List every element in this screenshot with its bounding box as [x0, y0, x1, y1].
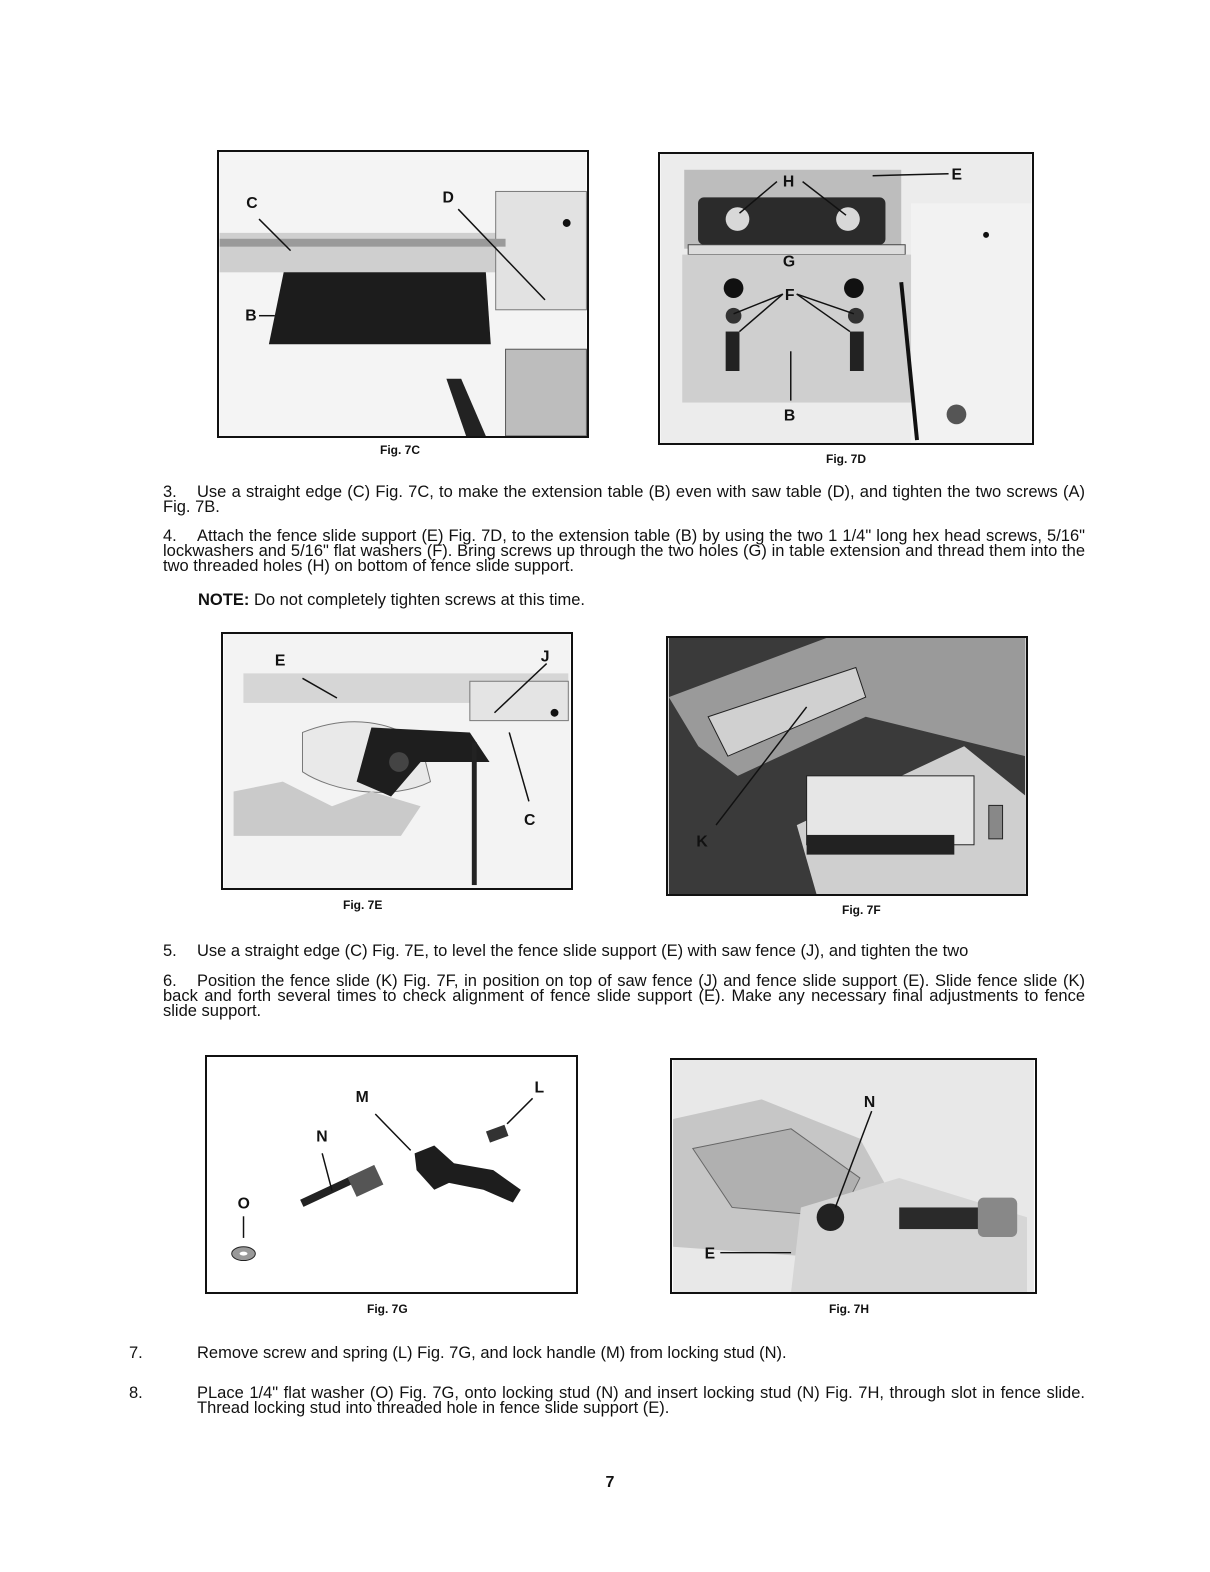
- figure-7f-illustration: [668, 638, 1026, 894]
- step-7: [129, 1344, 1085, 1362]
- note: [198, 591, 585, 610]
- figure-7e: [221, 632, 573, 890]
- label-l: L: [534, 1079, 545, 1097]
- note-label: NOTE:: [198, 591, 250, 609]
- figure-7d: [658, 152, 1034, 445]
- label-j: J: [540, 648, 550, 666]
- label-k: K: [696, 833, 708, 851]
- caption-fig-7c: Fig. 7C: [380, 443, 421, 457]
- step-3-number: 3.: [163, 483, 177, 501]
- step-8: [129, 1384, 1085, 1417]
- step-5-text: Use a straight edge (C) Fig. 7E, to level the fence slide support (E) with saw fence (J), and tighten the two: [197, 942, 969, 960]
- figure-7c-illustration: [219, 152, 587, 436]
- step-4-text: Attach the fence slide support (E) Fig. 7D, to the extension table (B) by using the two 1 1/4" long hex head screws, 5/16" lockwashers and 5/16" flat washers (F). Bring screws up through the two holes (G) in table extension and thread them into the two threaded holes (H) on bottom of fence slide support.: [163, 527, 1085, 575]
- step-3: [163, 485, 1085, 515]
- figure-7d-illustration: [660, 154, 1032, 443]
- note-text: Do not completely tighten screws at this time.: [253, 591, 585, 609]
- step-4-number: 4.: [163, 527, 177, 545]
- label-f: F: [784, 286, 795, 304]
- caption-fig-7e: Fig. 7E: [343, 898, 383, 912]
- figure-7g: [205, 1055, 578, 1294]
- label-g: G: [782, 253, 796, 271]
- label-e: E: [951, 166, 963, 184]
- label-m: M: [355, 1089, 369, 1107]
- figure-7f: [666, 636, 1028, 896]
- label-b: B: [783, 407, 796, 425]
- step-8-number: 8.: [129, 1384, 143, 1402]
- figure-7h: [670, 1058, 1037, 1294]
- page-number: 7: [605, 1474, 615, 1491]
- step-6-text: Position the fence slide (K) Fig. 7F, in position on top of saw fence (J) and fence slide support (E). Slide fence slide (K) back and forth several times to check alignment of fence slide support (E). Make any necessary final adjustments to fence slide support.: [163, 972, 1085, 1020]
- caption-fig-7h: Fig. 7H: [829, 1302, 870, 1316]
- label-e: E: [704, 1245, 716, 1263]
- label-b: B: [245, 307, 257, 325]
- figure-7c: [217, 150, 589, 438]
- label-e: E: [274, 652, 286, 670]
- figure-7g-illustration: [207, 1057, 576, 1292]
- label-o: O: [237, 1195, 250, 1213]
- label-d: D: [442, 189, 454, 207]
- step-5: [163, 944, 1085, 959]
- label-n: N: [863, 1094, 876, 1112]
- caption-fig-7d: Fig. 7D: [826, 452, 867, 466]
- label-n: N: [316, 1128, 328, 1146]
- step-4: [163, 529, 1085, 574]
- caption-fig-7g: Fig. 7G: [367, 1302, 408, 1316]
- label-c: C: [246, 195, 258, 213]
- label-c: C: [524, 811, 536, 829]
- step-8-text: PLace 1/4" flat washer (O) Fig. 7G, onto locking stud (N) and insert locking stud (N) Fig. 7H, through slot in fence slide. Thread locking stud into threaded hole in fence slide support (E).: [197, 1384, 1085, 1417]
- step-6-number: 6.: [163, 972, 177, 990]
- step-7-text: Remove screw and spring (L) Fig. 7G, and lock handle (M) from locking stud (N).: [197, 1344, 787, 1362]
- label-h: H: [782, 173, 795, 191]
- figure-7e-illustration: [223, 634, 571, 888]
- step-5-number: 5.: [163, 942, 177, 960]
- step-3-text: Use a straight edge (C) Fig. 7C, to make the extension table (B) even with saw table (D), and tighten the two screws (A) Fig. 7B.: [163, 483, 1085, 516]
- step-7-number: 7.: [129, 1344, 143, 1362]
- caption-fig-7f: Fig. 7F: [842, 903, 881, 917]
- figure-7h-illustration: [672, 1060, 1035, 1292]
- step-6: [163, 974, 1085, 1019]
